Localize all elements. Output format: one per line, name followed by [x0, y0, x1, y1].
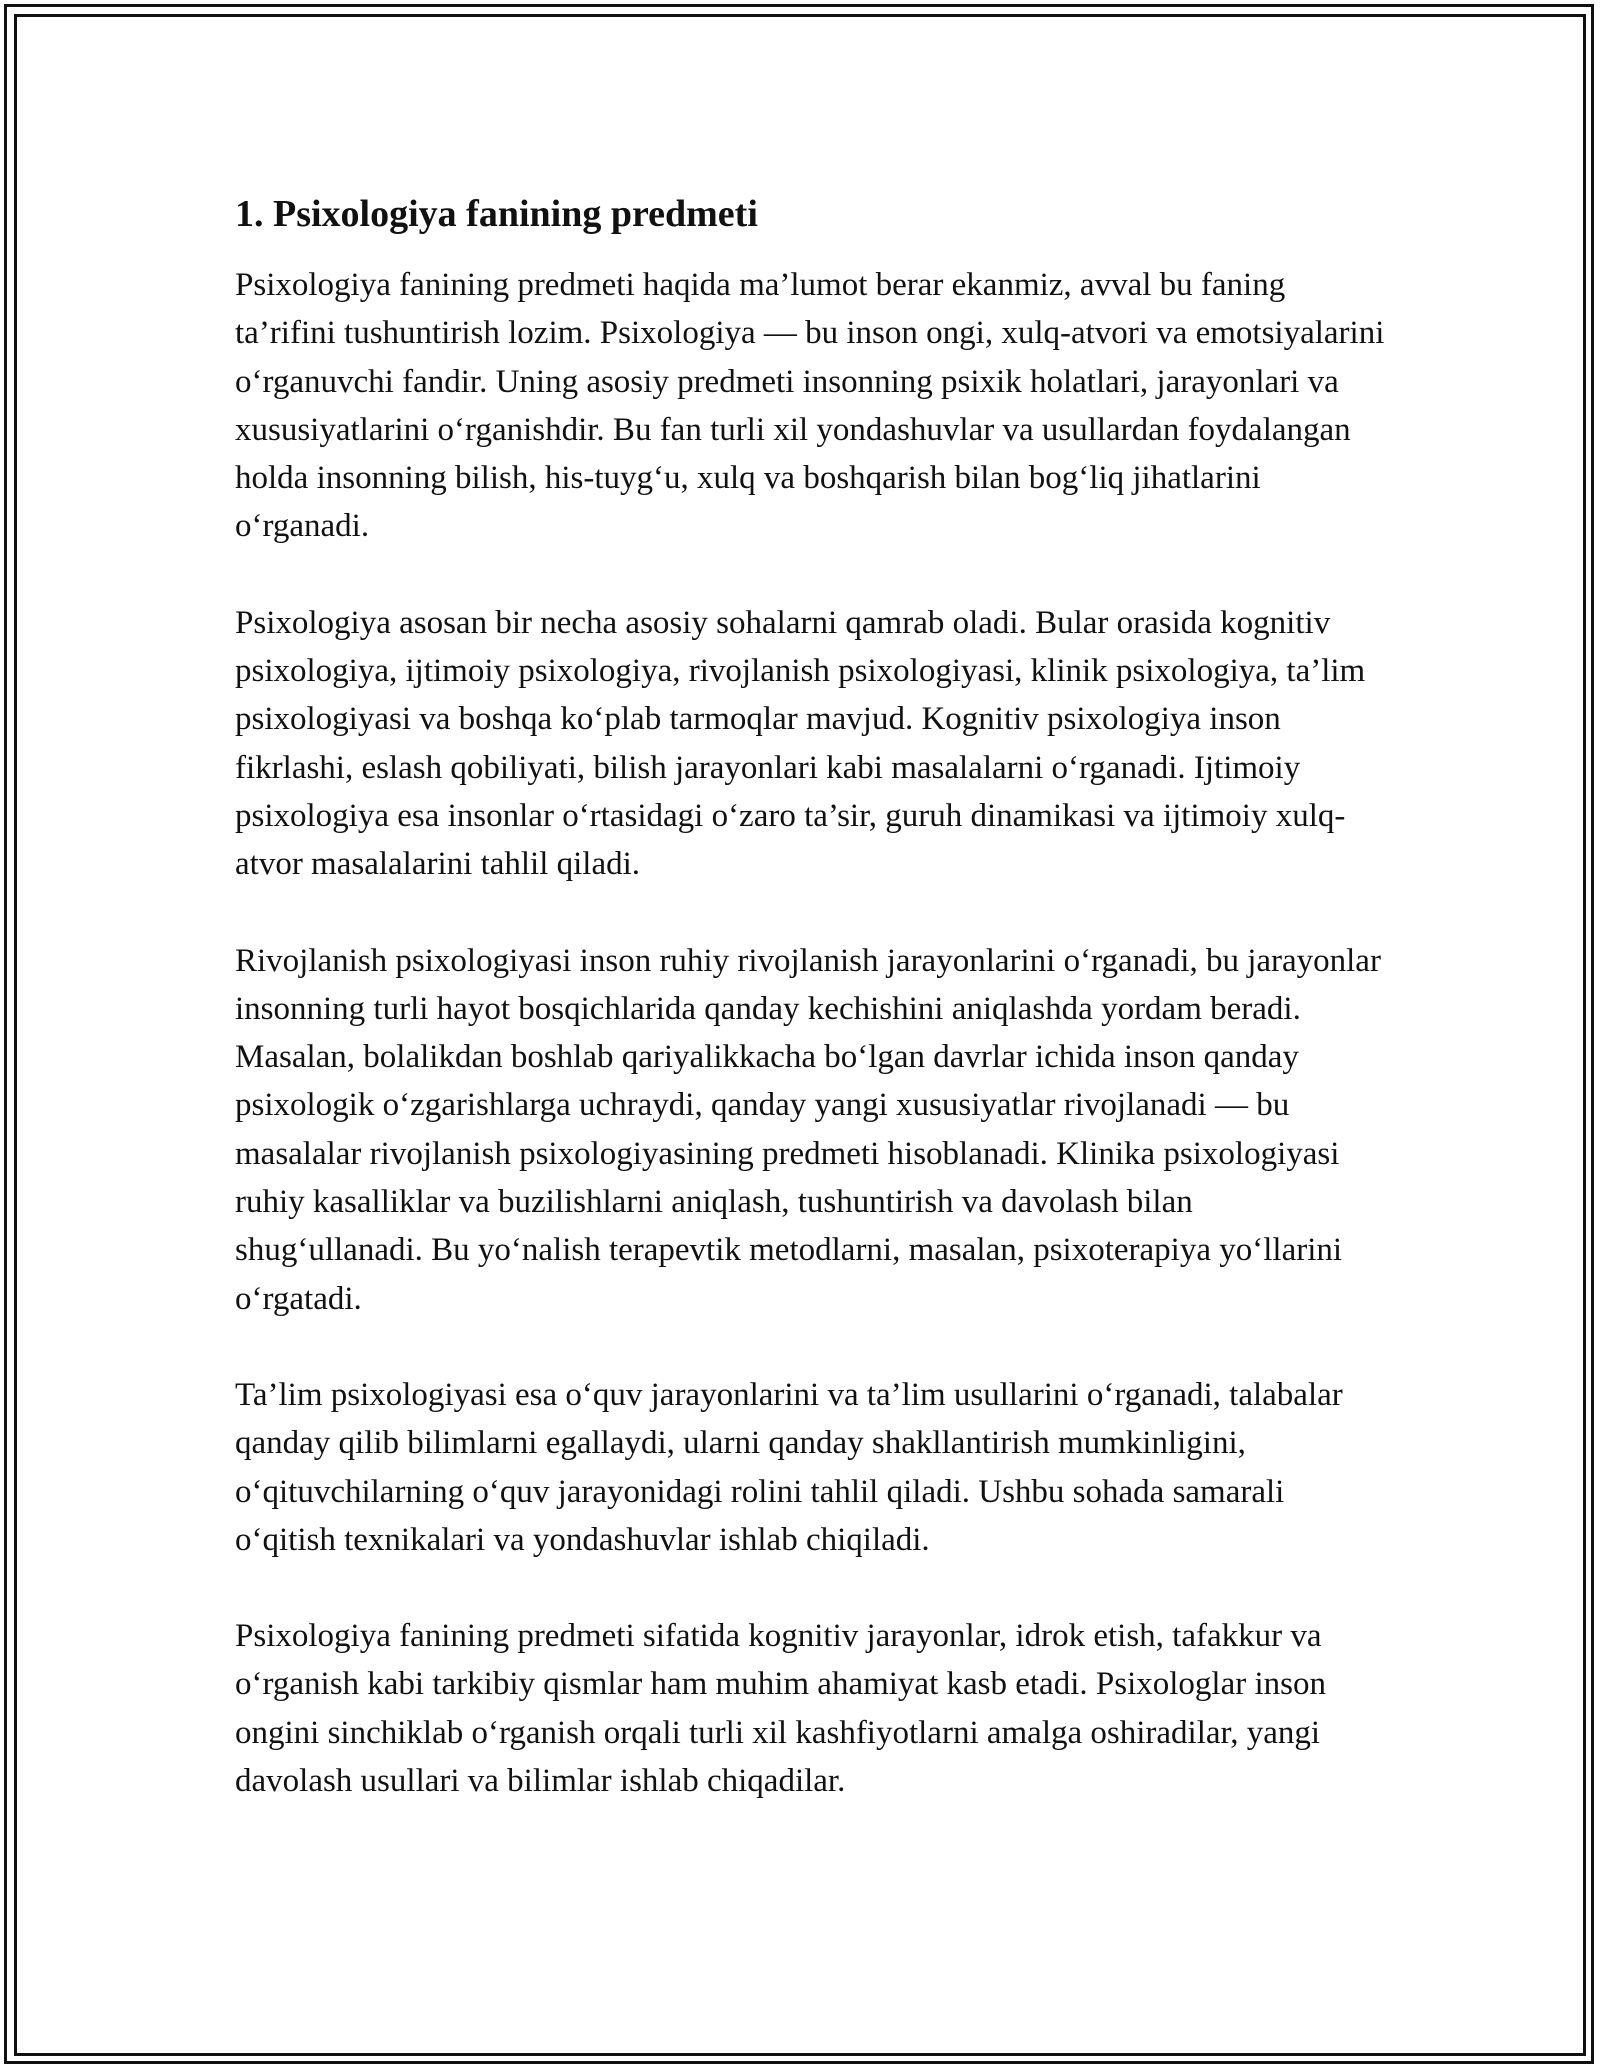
section-heading: 1. Psixologiya fanining predmeti	[235, 193, 758, 235]
paragraph: Psixologiya fanining predmeti haqida ma’lumot berar ekanmiz, avval bu faning ta’rifini tushuntirish lozim. Psixologiya — bu inson ongi, xulq-atvori va emotsiyalarini o‘rganuvchi fandir. Uning asosiy predmeti insonning psixik holatlari, jarayonlari va xususiyatlarini o‘rganishdir. Bu fan turli xil yondashuvlar va usullardan foydalangan holda insonning bilish, his-tuyg‘u, xulq va boshqarish bilan bog‘liq jihatlarini o‘rganadi.	[235, 267, 1385, 545]
paragraph: Psixologiya fanining predmeti sifatida kognitiv jarayonlar, idrok etish, tafakkur va o‘rganish kabi tarkibiy qismlar ham muhim ahamiyat kasb etadi. Psixologlar inson ongini sinchiklab o‘rganish orqali turli xil kashfiyotlarni amalga oshiradilar, yangi davolash usullari va bilimlar ishlab chiqadilar.	[235, 1618, 1326, 1800]
paragraph: Ta’lim psixologiyasi esa o‘quv jarayonlarini va ta’lim usullarini o‘rganadi, talabalar qanday qilib bilimlarni egallaydi, ularni qanday shakllantirish mumkinligini, o‘qituvchilarning o‘quv jarayonidagi rolini tahlil qiladi. Ushbu sohada samarali o‘qitish texnikalari va yondashuvlar ishlab chiqiladi.	[235, 1376, 1343, 1558]
document-body	[235, 185, 1385, 1805]
paragraph: Rivojlanish psixologiyasi inson ruhiy rivojlanish jarayonlarini o‘rganadi, bu jarayonlar insonning turli hayot bosqichlarida qanday kechishini aniqlashda yordam beradi. Masalan, bolalikdan boshlab qariyalikkacha bo‘lgan davrlar ichida inson qanday psixologik o‘zgarishlarga uchraydi, qanday yangi xususiyatlar rivojlanadi — bu masalalar rivojlanish psixologiyasining predmeti hisoblanadi. Klinika psixologiyasi ruhiy kasalliklar va buzilishlarni aniqlash, tushuntirish va davolash bilan shug‘ullanadi. Bu yo‘nalish terapevtik metodlarni, masalan, psixoterapiya yo‘llarini o‘rgatadi.	[235, 942, 1381, 1317]
paragraph: Psixologiya asosan bir necha asosiy sohalarni qamrab oladi. Bular orasida kognitiv psixologiya, ijtimoiy psixologiya, rivojlanish psixologiyasi, klinik psixologiya, ta’lim psixologiyasi va boshqa ko‘plab tarmoqlar mavjud. Kognitiv psixologiya inson fikrlashi, eslash qobiliyati, bilish jarayonlari kabi masalalarni o‘rganadi. Ijtimoiy psixologiya esa insonlar o‘rtasidagi o‘zaro ta’sir, guruh dinamikasi va ijtimoiy xulq-atvor masalalarini tahlil qiladi.	[235, 604, 1366, 883]
